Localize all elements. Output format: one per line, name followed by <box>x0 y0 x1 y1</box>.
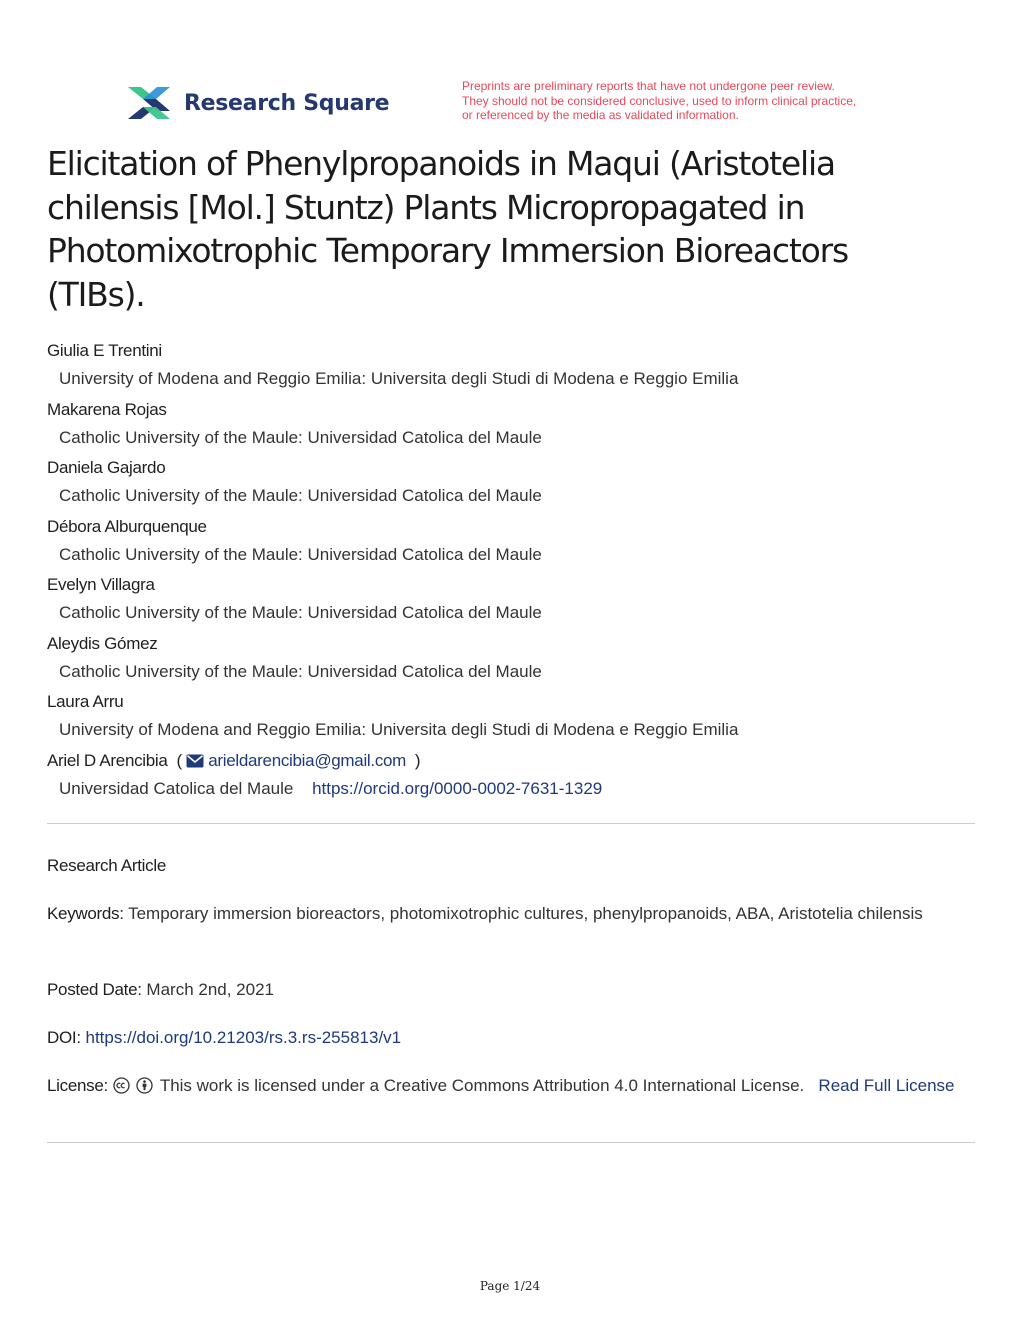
author-name: Ariel D Arencibia <box>47 750 168 770</box>
author-name: Aleydis Gómez <box>47 633 158 653</box>
author-name: Laura Arru <box>47 692 124 711</box>
author-entry <box>47 399 977 458</box>
doi <box>47 1024 967 1053</box>
author-affiliation: University of Modena and Reggio Emilia: Universita degli Studi di Modena e Reggio Emilia <box>59 720 739 739</box>
keywords-label: Keywords: <box>47 904 124 923</box>
page-number: Page 1/24 <box>479 1279 541 1293</box>
license <box>47 1072 967 1101</box>
license-label: License: <box>47 1076 108 1095</box>
keywords-value: Temporary immersion bioreactors, photomixotrophic cultures, phenylpropanoids, ABA, Aristotelia chilensis <box>128 904 923 923</box>
notice-line: or referenced by the media as validated information. <box>462 108 739 122</box>
research-square-logo <box>126 84 389 122</box>
license-text: This work is licensed under a Creative Commons Attribution 4.0 International License. <box>159 1076 805 1095</box>
title-line: Photomixotrophic Temporary Immersion Bioreactors <box>47 231 848 270</box>
author-name: Makarena Rojas <box>47 399 167 419</box>
doi-link[interactable]: https://doi.org/10.21203/rs.3.rs-255813/v1 <box>85 1028 402 1047</box>
email-paren-close: ) <box>410 750 421 770</box>
doi-label: DOI: <box>47 1028 81 1047</box>
article-type <box>47 852 967 881</box>
author-affiliation: University of Modena and Reggio Emilia: Universita degli Studi di Modena e Reggio Emilia <box>59 369 739 388</box>
brand-name: Research Square <box>184 90 390 116</box>
author-entry <box>47 633 977 692</box>
author-affiliation: Catholic University of the Maule: Universidad Catolica del Maule <box>59 661 542 681</box>
author-entry <box>47 340 977 399</box>
title-line: (TIBs). <box>47 274 145 314</box>
posted-date-label: Posted Date: <box>47 980 142 999</box>
author-entry <box>47 574 977 633</box>
author-affiliation: Catholic University of the Maule: Universidad Catolica del Maule <box>59 544 542 564</box>
section-divider <box>47 823 975 824</box>
section-divider <box>47 1142 975 1143</box>
author-affiliation: Universidad Catolica del Maule <box>59 778 294 798</box>
author-entry <box>47 457 977 516</box>
author-list <box>47 340 977 808</box>
read-full-license-link[interactable]: Read Full License <box>818 1076 955 1095</box>
posted-date <box>47 976 967 1005</box>
paper-title <box>47 142 977 316</box>
preprint-notice <box>462 79 922 123</box>
author-affiliation-row <box>47 778 977 800</box>
author-name: Giulia E Trentini <box>47 341 162 360</box>
notice-line: They should not be considered conclusive, used to inform clinical practice, <box>462 93 857 108</box>
author-name: Daniela Gajardo <box>47 458 166 477</box>
author-name: Evelyn Villagra <box>47 575 155 594</box>
orcid-link[interactable]: https://orcid.org/0000-0002-7631-1329 <box>312 778 603 798</box>
author-entry <box>47 516 977 575</box>
by-icon <box>136 1077 153 1094</box>
title-line: chilensis [Mol.] Stuntz) Plants Micropropagated in <box>47 187 805 227</box>
author-affiliation: Catholic University of the Maule: Universidad Catolica del Maule <box>59 486 542 505</box>
author-name: Débora Alburquenque <box>47 516 207 536</box>
article-type-label: Research Article <box>47 856 166 875</box>
author-email: arieldarencibia@gmail.com <box>208 750 407 770</box>
logo-mark-icon <box>126 84 174 122</box>
author-entry <box>47 750 977 809</box>
cc-icon <box>113 1077 130 1094</box>
envelope-icon <box>186 754 204 768</box>
author-email-link[interactable] <box>186 751 410 770</box>
email-paren-open: ( <box>172 750 182 770</box>
corresponding-author <box>47 750 977 778</box>
notice-line: Preprints are preliminary reports that have not undergone peer review. <box>462 79 835 93</box>
author-affiliation: Catholic University of the Maule: Universidad Catolica del Maule <box>59 427 542 447</box>
posted-date-value: March 2nd, 2021 <box>146 980 275 999</box>
author-entry <box>47 691 977 750</box>
author-affiliation: Catholic University of the Maule: Universidad Catolica del Maule <box>59 603 542 622</box>
title-line: Elicitation of Phenylpropanoids in Maqui (Aristotelia <box>47 144 835 183</box>
keywords <box>47 900 967 929</box>
